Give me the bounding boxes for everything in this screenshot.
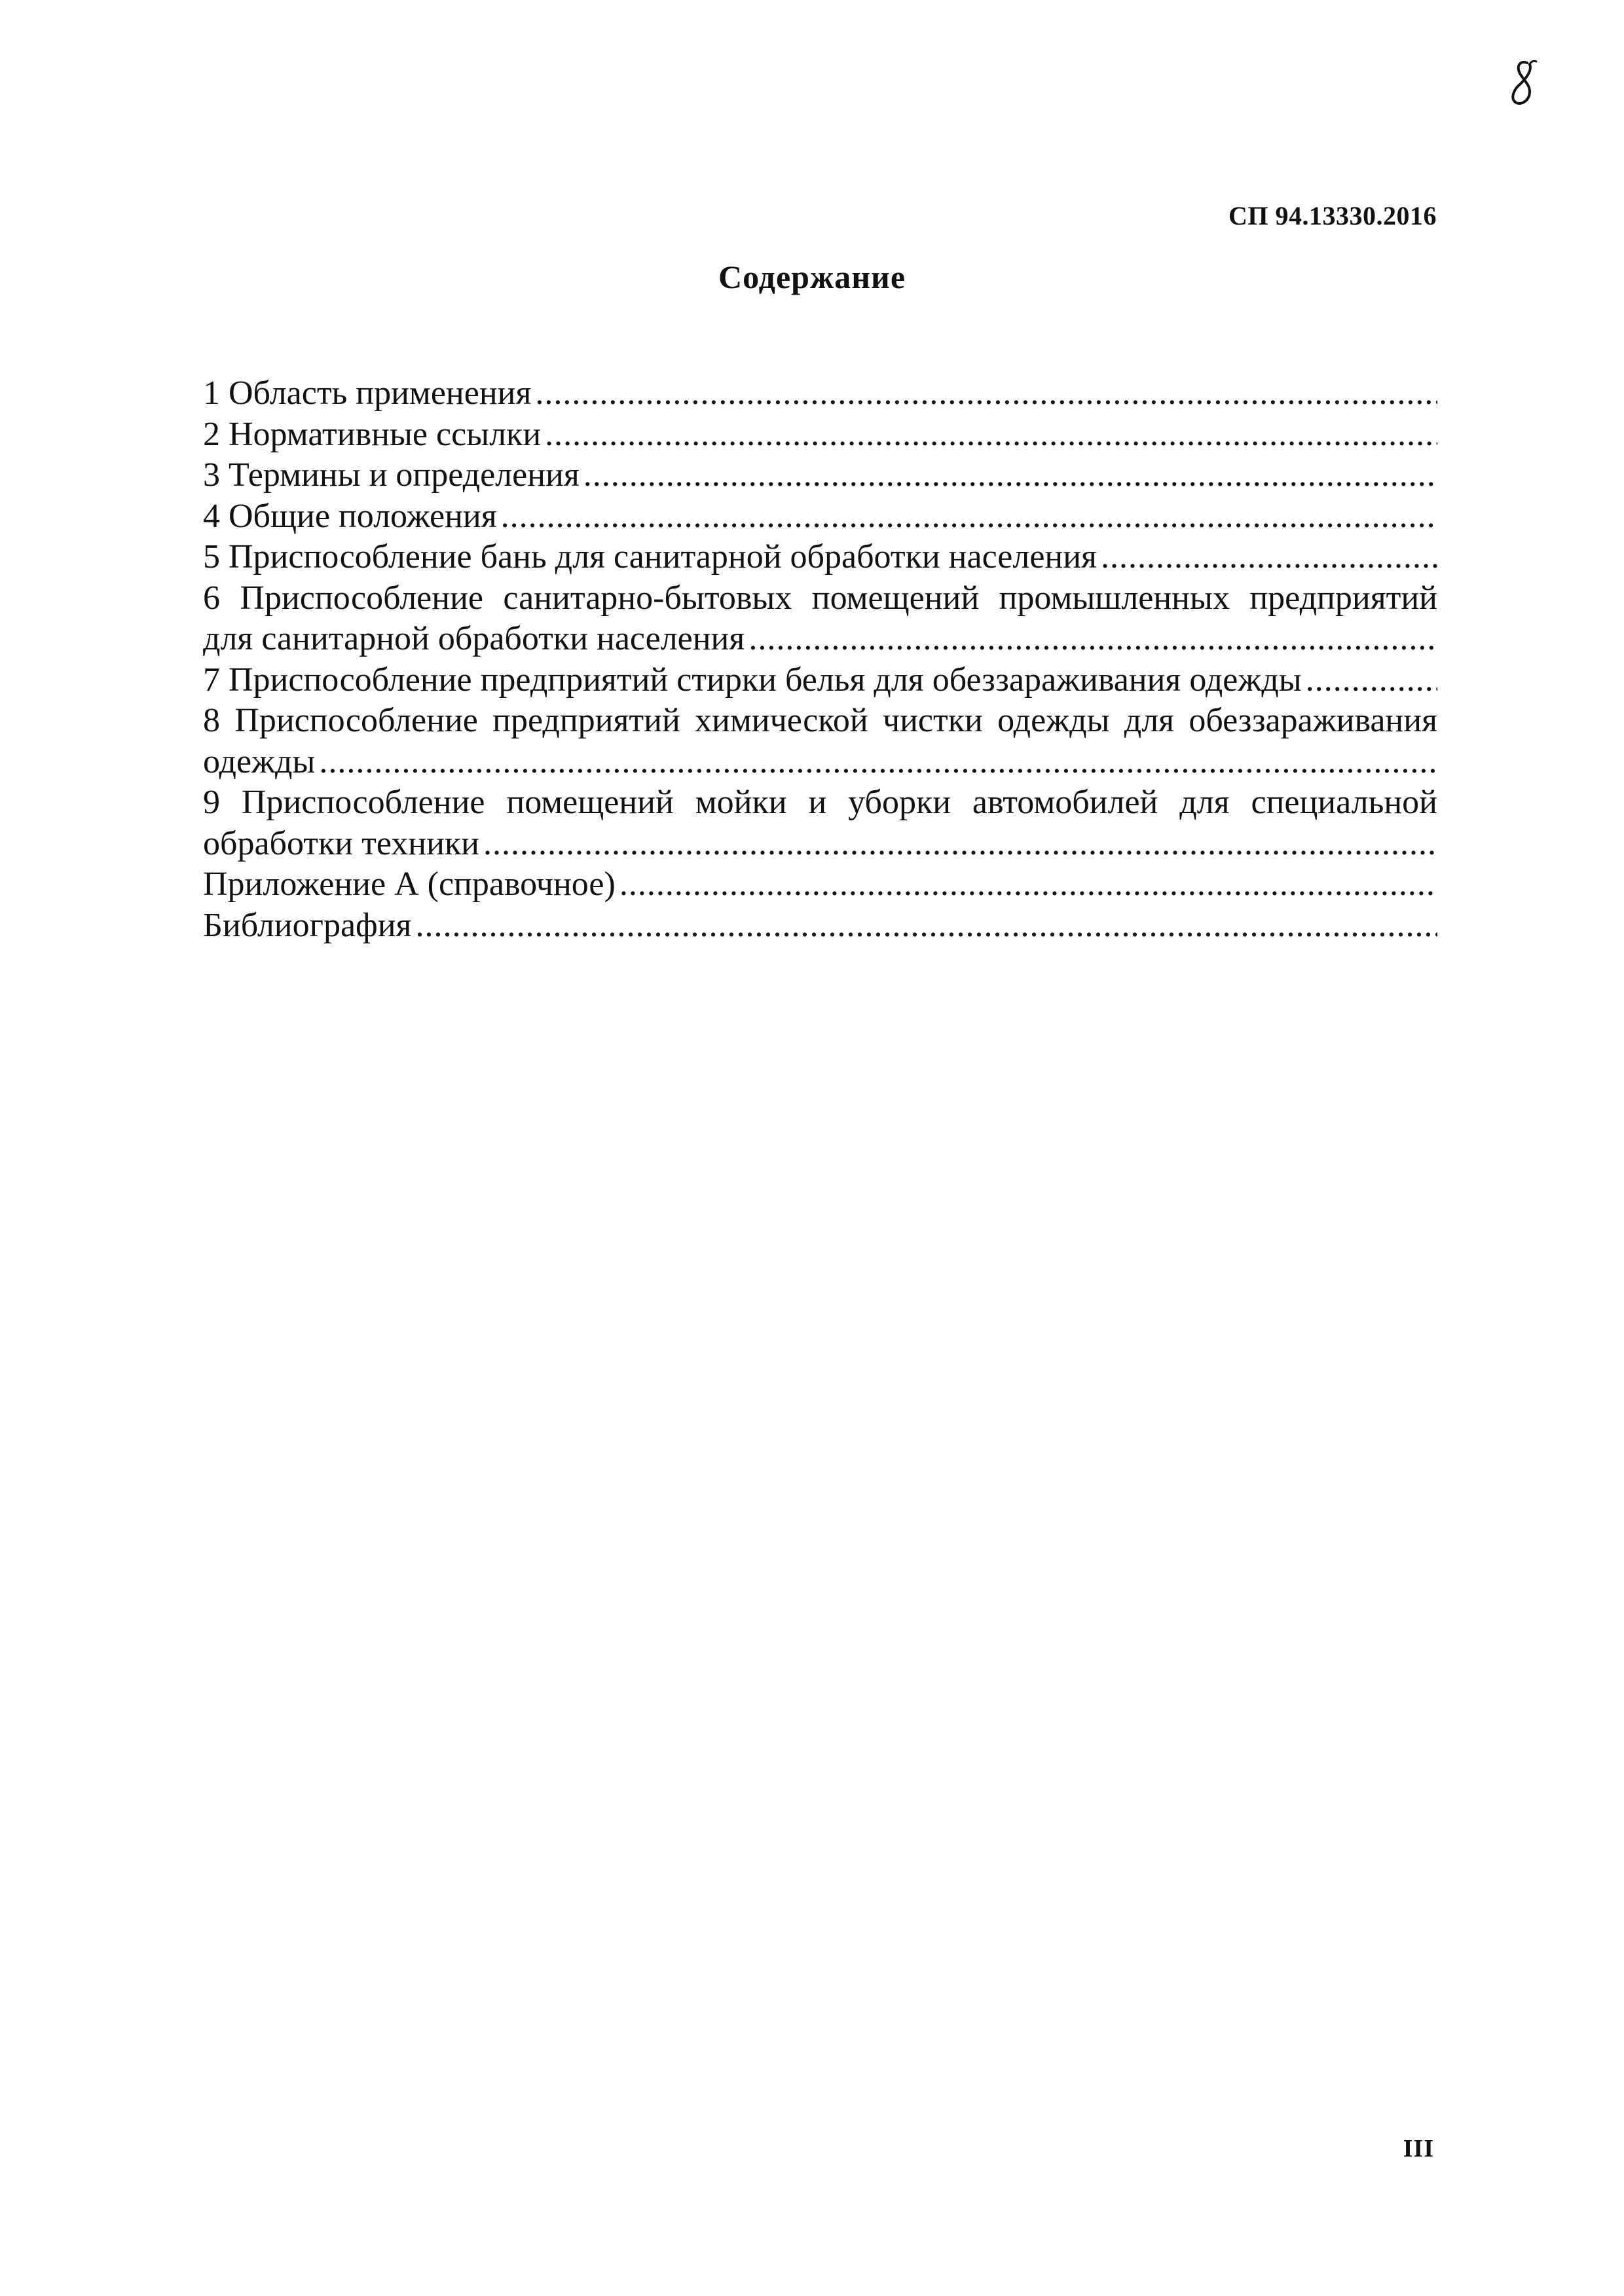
toc-entry-text: Приложение А (справочное)	[203, 866, 616, 903]
toc-entry-3[interactable]	[203, 455, 1437, 496]
toc-entry-text: 1 Область применения	[203, 374, 532, 412]
page-number: III	[1403, 2135, 1434, 2162]
toc-entry-text: 7 Приспособление предприятий стирки белья для обеззараживания одежды	[203, 661, 1302, 699]
toc-entry-text: 2 Нормативные ссылки	[203, 415, 542, 453]
dot-leader	[1306, 660, 1437, 701]
toc-entry-bibliography[interactable]	[203, 905, 1437, 947]
toc-entry-text: 9 Приспособление помещений мойки и уборки автомобилей для специальной	[203, 784, 1437, 821]
dot-leader	[319, 742, 1437, 783]
dot-leader	[483, 824, 1437, 865]
toc-entry-appendix-a[interactable]	[203, 864, 1437, 905]
toc-entry-6[interactable]	[203, 578, 1437, 660]
dot-leader	[501, 496, 1437, 538]
toc-title: Содержание	[718, 259, 906, 295]
toc-entry-text-continued: обработки техники	[203, 824, 479, 862]
dot-leader	[1101, 537, 1437, 578]
dot-leader	[583, 455, 1437, 496]
dot-leader	[415, 905, 1437, 947]
dot-leader	[748, 619, 1437, 660]
toc-entry-7[interactable]	[203, 660, 1437, 701]
dot-leader	[619, 864, 1437, 905]
toc-entry-text: 5 Приспособление бань для санитарной обработки населения	[203, 538, 1097, 575]
toc-entry-text: Библиография	[203, 906, 412, 944]
toc-entry-8[interactable]	[203, 701, 1437, 782]
handwritten-page-mark	[1501, 58, 1543, 115]
toc-entry-text-continued: одежды	[203, 742, 316, 780]
toc-entry-text: 4 Общие положения	[203, 497, 497, 535]
toc-entry-2[interactable]	[203, 414, 1437, 456]
dot-leader	[545, 414, 1437, 456]
toc-entry-text-continued: для санитарной обработки населения	[203, 620, 745, 657]
toc-entry-text: 8 Приспособление предприятий химической чистки одежды для обеззараживания	[203, 702, 1437, 739]
toc-entry-text: 3 Термины и определения	[203, 456, 580, 494]
toc-entry-5[interactable]	[203, 537, 1437, 578]
toc-entry-4[interactable]	[203, 496, 1437, 538]
document-code: СП 94.13330.2016	[1228, 201, 1437, 230]
table-of-contents	[203, 373, 1437, 946]
dot-leader	[535, 373, 1437, 414]
toc-entry-text: 6 Приспособление санитарно-бытовых помещений промышленных предприятий	[203, 579, 1437, 617]
toc-entry-1[interactable]	[203, 373, 1437, 414]
toc-entry-9[interactable]	[203, 782, 1437, 864]
